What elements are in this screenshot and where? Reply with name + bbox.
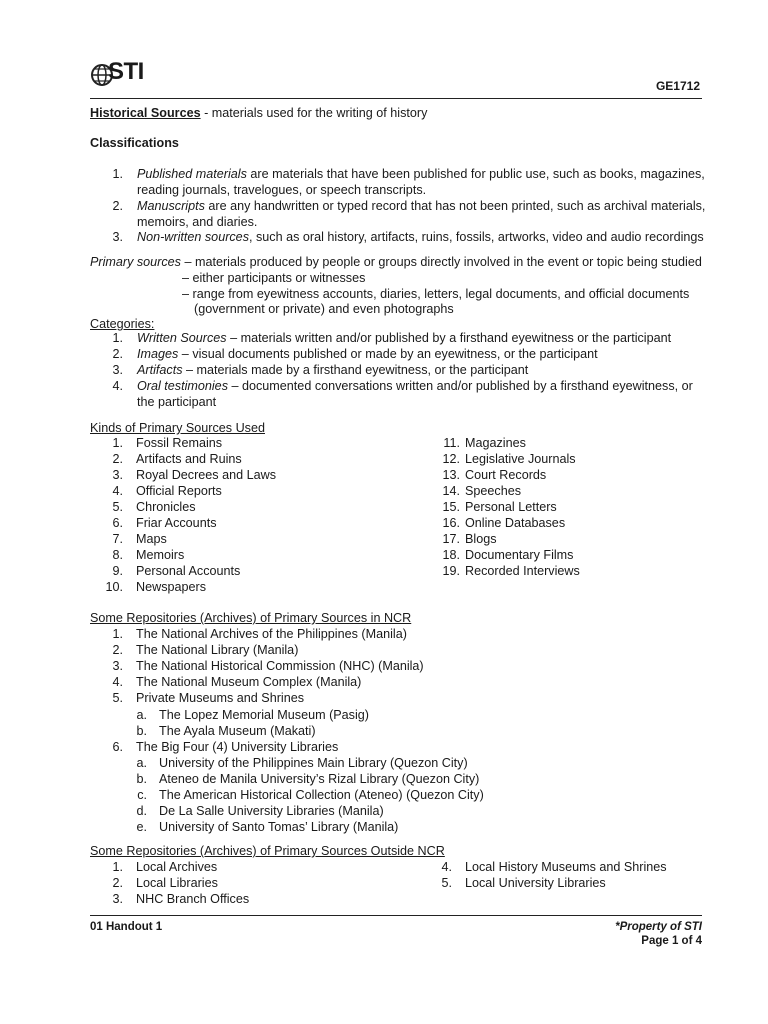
list-item: Legislative Journals bbox=[465, 452, 576, 466]
list-number: 4. bbox=[112, 484, 123, 498]
list-number: 8. bbox=[112, 548, 123, 562]
sub-list-item: The Ayala Museum (Makati) bbox=[159, 724, 316, 738]
list-number: 2. bbox=[112, 876, 123, 890]
outside-heading: Some Repositories (Archives) of Primary Sources Outside NCR bbox=[90, 844, 445, 858]
footer-property: *Property of STI bbox=[615, 921, 702, 933]
list-number: 3. bbox=[112, 892, 123, 906]
list-number: 15. bbox=[442, 500, 460, 514]
list-item: Private Museums and Shrines bbox=[136, 691, 304, 705]
list-item: Official Reports bbox=[136, 484, 222, 498]
list-item: Local University Libraries bbox=[465, 876, 606, 890]
list-item-term: Oral testimonies bbox=[137, 379, 228, 393]
list-item: Artifacts and Ruins bbox=[136, 452, 242, 466]
sub-list-item: University of the Philippines Main Library (Quezon City) bbox=[159, 756, 468, 770]
list-item-continuation: the participant bbox=[137, 395, 217, 409]
list-item: The National Archives of the Philippines (Manila) bbox=[136, 627, 407, 641]
primary-def-4: (government or private) and even photographs bbox=[194, 302, 454, 316]
list-number: 2. bbox=[112, 199, 123, 213]
intro-term: Historical Sources bbox=[90, 106, 201, 120]
list-item-term: Non-written sources bbox=[137, 230, 249, 244]
list-number: 1. bbox=[112, 627, 123, 641]
primary-def-2: – either participants or witnesses bbox=[182, 271, 366, 285]
list-item-continuation: memoirs, and diaries. bbox=[137, 215, 258, 229]
sub-list-item: The Lopez Memorial Museum (Pasig) bbox=[159, 708, 369, 722]
list-item: Online Databases bbox=[465, 516, 566, 530]
footer-handout: 01 Handout 1 bbox=[90, 921, 163, 933]
list-number: 7. bbox=[112, 532, 123, 546]
list-item: Chronicles bbox=[136, 500, 196, 514]
list-item: Personal Letters bbox=[465, 500, 557, 514]
list-number: 12. bbox=[442, 452, 460, 466]
list-number: 1. bbox=[112, 331, 123, 345]
list-item-text: – materials written and/or published by a firsthand eyewitness or the participant bbox=[226, 331, 672, 345]
list-number: 6. bbox=[112, 740, 123, 754]
header-rule bbox=[90, 98, 702, 99]
sub-list-item: The American Historical Collection (Ateneo) (Quezon City) bbox=[159, 788, 484, 802]
kinds-heading: Kinds of Primary Sources Used bbox=[90, 421, 265, 435]
list-number: 1. bbox=[112, 167, 123, 181]
list-number: 3. bbox=[112, 659, 123, 673]
footer-page-number: Page 1 of 4 bbox=[641, 935, 702, 947]
sub-list-item: Ateneo de Manila University’s Rizal Library (Quezon City) bbox=[159, 772, 480, 786]
list-number: 19. bbox=[442, 564, 460, 578]
list-item: Royal Decrees and Laws bbox=[136, 468, 277, 482]
list-number: 11. bbox=[443, 436, 460, 450]
list-number: 10. bbox=[105, 580, 123, 594]
list-number: d. bbox=[136, 804, 147, 818]
list-item-term: Manuscripts bbox=[137, 199, 205, 213]
list-item: Personal Accounts bbox=[136, 564, 241, 578]
list-number: 2. bbox=[112, 643, 123, 657]
list-number: 3. bbox=[112, 363, 123, 377]
list-item-text: – materials made by a firsthand eyewitness, or the participant bbox=[182, 363, 529, 377]
list-item bbox=[137, 229, 704, 245]
list-item: The Big Four (4) University Libraries bbox=[136, 740, 339, 754]
list-number: 18. bbox=[442, 548, 460, 562]
list-item-text: – documented conversations written and/or published by a firsthand eyewitness, or bbox=[228, 379, 693, 393]
list-item: Recorded Interviews bbox=[465, 564, 580, 578]
list-number: 4. bbox=[112, 675, 123, 689]
list-item bbox=[137, 198, 705, 214]
primary-def-3: – range from eyewitness accounts, diaries, letters, legal documents, and official documents bbox=[182, 287, 690, 301]
list-item-text: are any handwritten or typed record that has not been printed, such as archival materials, bbox=[204, 199, 706, 213]
list-number: 13. bbox=[442, 468, 460, 482]
list-item-text: – visual documents published or made by an eyewitness, or the participant bbox=[178, 347, 598, 361]
ncr-heading: Some Repositories (Archives) of Primary Sources in NCR bbox=[90, 611, 412, 625]
list-number: 3. bbox=[112, 230, 123, 244]
list-item: Speeches bbox=[465, 484, 522, 498]
list-item-term: Published materials bbox=[137, 167, 247, 181]
list-item-term: Images bbox=[137, 347, 179, 361]
list-number: 9. bbox=[112, 564, 123, 578]
list-item bbox=[137, 378, 693, 394]
list-number: b. bbox=[136, 724, 147, 738]
primary-term: Primary sources bbox=[90, 255, 181, 269]
list-number: 5. bbox=[112, 500, 123, 514]
list-number: 14. bbox=[442, 484, 460, 498]
intro-line bbox=[90, 105, 427, 121]
list-item: Blogs bbox=[465, 532, 497, 546]
classifications-heading: Classifications bbox=[90, 136, 179, 150]
list-item-term: Written Sources bbox=[137, 331, 227, 345]
list-number: 6. bbox=[112, 516, 123, 530]
list-item: Magazines bbox=[465, 436, 526, 450]
list-number: 1. bbox=[112, 860, 123, 874]
list-number: 5. bbox=[441, 876, 452, 890]
primary-line-1 bbox=[90, 254, 702, 270]
categories-heading: Categories: bbox=[90, 317, 155, 331]
list-item-text: are materials that have been published for public use, such as books, magazines, bbox=[246, 167, 705, 181]
list-item: NHC Branch Offices bbox=[136, 892, 250, 906]
list-item-continuation: reading journals, travelogues, or speech transcripts. bbox=[137, 183, 427, 197]
list-number: 5. bbox=[112, 691, 123, 705]
list-item bbox=[137, 362, 528, 378]
list-item: Local History Museums and Shrines bbox=[465, 860, 667, 874]
list-item: Newspapers bbox=[136, 580, 206, 594]
list-item: Fossil Remains bbox=[136, 436, 223, 450]
list-item: Documentary Films bbox=[465, 548, 574, 562]
list-number: a. bbox=[136, 756, 147, 770]
primary-def-1: – materials produced by people or groups directly involved in the event or topic being studied bbox=[180, 255, 702, 269]
list-item-term: Artifacts bbox=[137, 363, 183, 377]
list-number: 16. bbox=[442, 516, 460, 530]
list-item: The National Historical Commission (NHC) (Manila) bbox=[136, 659, 424, 673]
list-number: 2. bbox=[112, 347, 123, 361]
list-item: The National Museum Complex (Manila) bbox=[136, 675, 362, 689]
list-number: e. bbox=[136, 820, 147, 834]
list-item: Local Archives bbox=[136, 860, 218, 874]
list-item bbox=[137, 330, 671, 346]
list-number: a. bbox=[136, 708, 147, 722]
list-item: Local Libraries bbox=[136, 876, 218, 890]
list-item bbox=[137, 166, 705, 182]
list-number: 4. bbox=[441, 860, 452, 874]
list-item: Court Records bbox=[465, 468, 547, 482]
list-item: The National Library (Manila) bbox=[136, 643, 299, 657]
list-number: 17. bbox=[442, 532, 460, 546]
intro-definition: - materials used for the writing of history bbox=[200, 106, 428, 120]
sub-list-item: University of Santo Tomas’ Library (Manila) bbox=[159, 820, 399, 834]
list-item: Memoirs bbox=[136, 548, 185, 562]
list-item bbox=[137, 346, 598, 362]
list-number: 2. bbox=[112, 452, 123, 466]
sub-list-item: De La Salle University Libraries (Manila) bbox=[159, 804, 384, 818]
logo-text: STI bbox=[108, 58, 144, 85]
list-item: Friar Accounts bbox=[136, 516, 217, 530]
list-number: 3. bbox=[112, 468, 123, 482]
list-item-text: , such as oral history, artifacts, ruins, fossils, artworks, video and audio recordings bbox=[249, 230, 704, 244]
list-number: c. bbox=[137, 788, 147, 802]
list-item: Maps bbox=[136, 532, 167, 546]
document-code: GE1712 bbox=[655, 79, 700, 93]
footer-rule bbox=[90, 915, 702, 916]
list-number: b. bbox=[136, 772, 147, 786]
list-number: 1. bbox=[112, 436, 123, 450]
list-number: 4. bbox=[112, 379, 123, 393]
